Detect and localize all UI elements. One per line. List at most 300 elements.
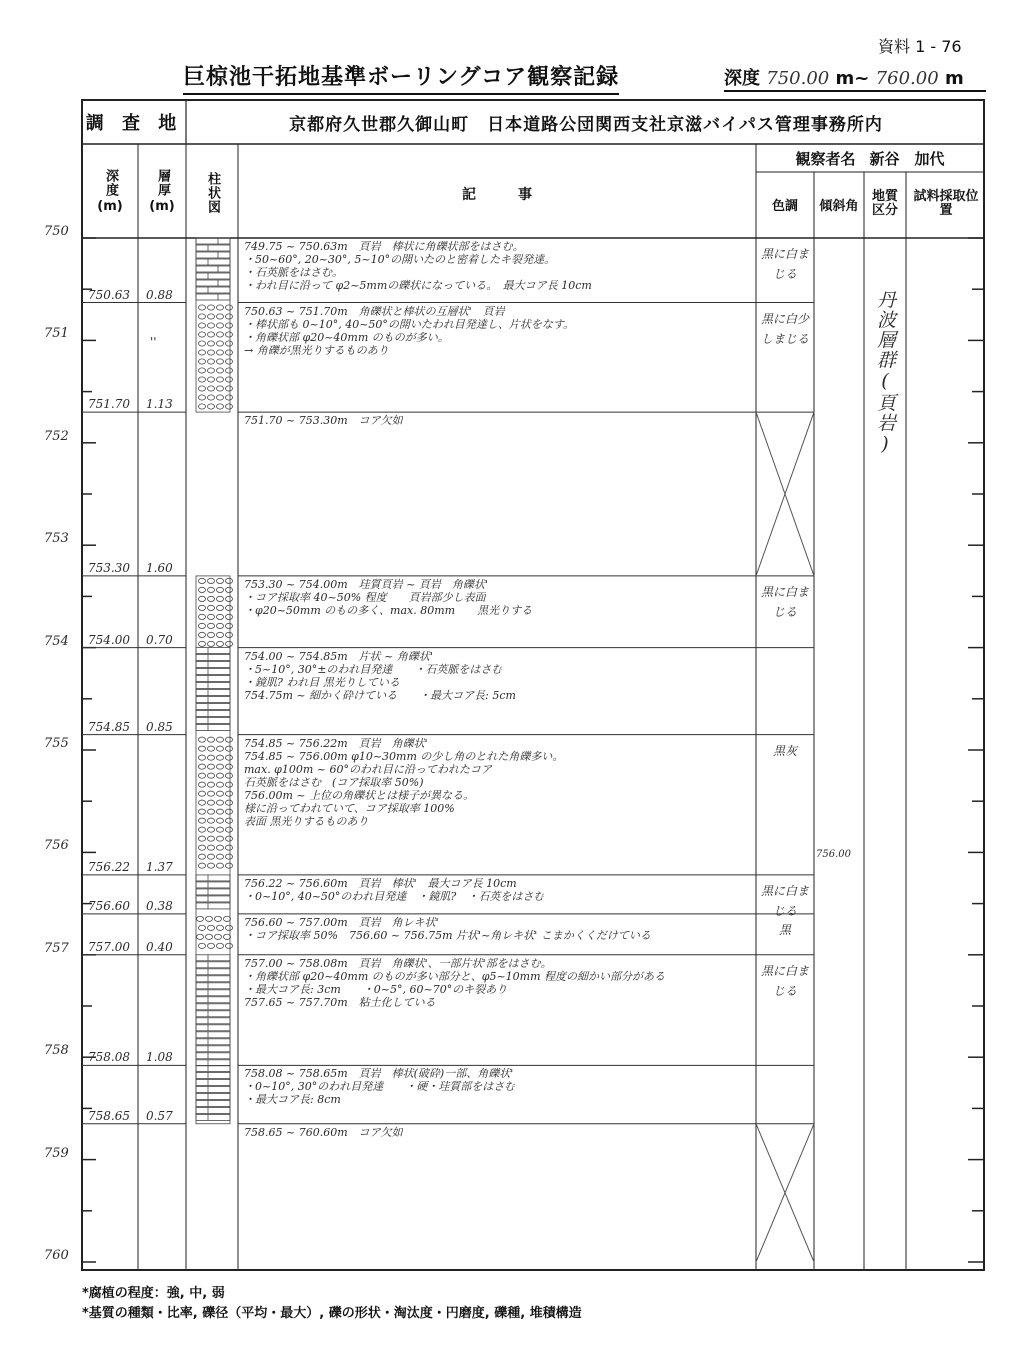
column-breccia-pattern: [208, 809, 215, 814]
column-breccia-pattern: [226, 632, 233, 637]
column-breccia-pattern: [217, 737, 224, 742]
description-line: 750.63 ~ 751.70m 角礫状と棒状の互層状' 頁岩: [244, 304, 505, 318]
column-shale-pattern: [196, 662, 230, 668]
description-line: ・φ20~50mm のもの多く、max. 80mm 黒光りする: [244, 603, 533, 617]
column-shale-pattern: [196, 1011, 230, 1017]
column-shale-pattern: [196, 1072, 230, 1078]
column-shale-pattern: [196, 896, 230, 902]
column-breccia-pattern: [208, 377, 215, 382]
column-breccia-pattern: [226, 359, 233, 364]
document-number: 資料 1 - 76: [878, 37, 962, 56]
description-line: ・0~10°, 30°のわれ目発達 ・硬・珪質部をはさむ: [244, 1080, 516, 1094]
column-breccia-pattern: [217, 863, 224, 868]
column-shale-pattern: [196, 648, 230, 654]
column-breccia-pattern: [208, 623, 215, 628]
column-header: 柱状図: [205, 172, 220, 214]
column-breccia-pattern: [217, 614, 224, 619]
column-breccia-pattern: [217, 845, 224, 850]
depth-scale-label: 760: [44, 1248, 69, 1263]
column-breccia-pattern: [226, 863, 233, 868]
column-breccia-pattern: [208, 578, 215, 583]
layer-depth: 758.65: [88, 1108, 130, 1123]
column-breccia-pattern: [217, 305, 224, 310]
column-breccia-pattern: [217, 809, 224, 814]
description-line: ・最大コア長: 8cm: [244, 1093, 341, 1107]
column-breccia-pattern: [226, 332, 233, 337]
column-breccia-pattern: [217, 395, 224, 400]
column-breccia-pattern: [226, 782, 233, 787]
column-breccia-pattern: [226, 746, 233, 751]
column-shale-pattern: [196, 287, 230, 293]
column-breccia-pattern: [226, 377, 233, 382]
column-shale-pattern: [196, 1065, 230, 1071]
column-breccia-pattern: [226, 641, 233, 646]
observer-name: 新谷 加代: [869, 149, 945, 168]
column-breccia-pattern: [197, 916, 204, 921]
column-breccia-pattern: [217, 791, 224, 796]
column-shale-pattern: [196, 676, 230, 682]
layer-depth: 751.70: [88, 397, 130, 412]
column-breccia-pattern: [217, 800, 224, 805]
column-breccia-pattern: [199, 746, 206, 751]
column-breccia-pattern: [199, 404, 206, 409]
column-breccia-pattern: [199, 854, 206, 859]
column-breccia-pattern: [199, 791, 206, 796]
column-breccia-pattern: [199, 764, 206, 769]
description-line: ・0~10°, 40~50°のわれ目発達 ・鏡肌? ・石英をはさむ: [244, 889, 545, 903]
description-line: 756.60 ~ 757.00m 頁岩 角レキ状': [244, 915, 439, 929]
column-breccia-pattern: [208, 773, 215, 778]
layer-depth: 757.00: [88, 939, 130, 954]
column-breccia-pattern: [199, 623, 206, 628]
column-breccia-pattern: [199, 596, 206, 601]
column-breccia-pattern: [226, 773, 233, 778]
description-line: 754.85 ~ 756.00m φ10~30mm の少し角のとれた角礫多い。: [244, 749, 564, 763]
column-breccia-pattern: [208, 314, 215, 319]
column-breccia-pattern: [208, 332, 215, 337]
depth-range-from: 750.00: [766, 68, 830, 89]
color-header: 色調: [771, 199, 798, 214]
depth-scale-label: 750: [44, 224, 69, 239]
column-shale-pattern: [196, 875, 230, 881]
layer-thickness: 0.85: [146, 719, 173, 734]
description-line: 754.00 ~ 754.85m 片状 ~ 角礫状': [244, 649, 433, 663]
layer-thickness: 1.08: [146, 1050, 173, 1065]
thickness-ditto-mark: '': [150, 335, 157, 350]
column-breccia-pattern: [199, 925, 206, 930]
description-line: 758.65 ~ 760.60m コア欠如: [244, 1125, 403, 1139]
column-breccia-pattern: [226, 800, 233, 805]
column-breccia-pattern: [208, 854, 215, 859]
column-breccia-pattern: [217, 755, 224, 760]
column-breccia-pattern: [208, 827, 215, 832]
column-breccia-pattern: [208, 746, 215, 751]
column-breccia-pattern: [197, 934, 204, 939]
layer-thickness: 1.13: [146, 397, 173, 412]
layer-thickness: 0.88: [146, 287, 173, 302]
dip-header: 傾斜角: [819, 199, 859, 214]
column-breccia-pattern: [199, 845, 206, 850]
column-breccia-pattern: [226, 341, 233, 346]
site-label: 調 査 地: [85, 113, 183, 134]
column-shale-pattern: [196, 882, 230, 888]
column-shale-pattern: [196, 245, 230, 251]
column-breccia-pattern: [217, 596, 224, 601]
column-breccia-pattern: [199, 377, 206, 382]
color-note: 黒灰: [772, 743, 797, 758]
description-line: 様に沿ってわれていて、コア採取率 100%: [244, 801, 455, 815]
column-shale-pattern: [196, 711, 230, 717]
column-shale-pattern: [196, 704, 230, 710]
column-breccia-pattern: [208, 350, 215, 355]
column-shale-pattern: [196, 280, 230, 286]
column-shale-pattern: [196, 238, 230, 244]
layer-depth: 758.08: [88, 1050, 130, 1065]
column-breccia-pattern: [208, 386, 215, 391]
thickness-header: 層厚 (m): [138, 166, 186, 214]
column-breccia-pattern: [226, 943, 233, 948]
column-breccia-pattern: [217, 925, 224, 930]
column-breccia-pattern: [217, 314, 224, 319]
column-shale-pattern: [196, 1053, 230, 1059]
layer-depth: 753.30: [88, 560, 130, 575]
column-breccia-pattern: [199, 350, 206, 355]
description-line: max. φ100m ~ 60°のわれ目に沿ってわれたコア: [244, 762, 493, 776]
column-breccia-pattern: [217, 404, 224, 409]
description-line: 757.65 ~ 757.70m 粘土化している: [244, 995, 436, 1009]
column-breccia-pattern: [208, 641, 215, 646]
column-breccia-pattern: [208, 632, 215, 637]
depth-scale-label: 755: [44, 736, 69, 751]
description-line: 石英脈をはさむ (コア採取率 50%): [244, 775, 424, 789]
color-note: 黒に白まじる: [760, 883, 809, 918]
column-shale-pattern: [196, 669, 230, 675]
column-breccia-pattern: [226, 368, 233, 373]
column-shale-pattern: [196, 259, 230, 265]
column-breccia-pattern: [217, 773, 224, 778]
column-breccia-pattern: [208, 755, 215, 760]
column-breccia-pattern: [199, 836, 206, 841]
depth-scale-label: 751: [44, 326, 69, 342]
color-note: 黒に白まじる: [760, 247, 809, 281]
depth-range-unit2: m: [944, 68, 964, 89]
description-line: ・コア採取率 40~50% 程度 頁岩部少し表面: [244, 590, 486, 604]
column-breccia-pattern: [224, 916, 231, 921]
geology-note: 丹波層群(頁岩): [874, 290, 896, 456]
column-breccia-pattern: [217, 323, 224, 328]
layer-depth: 750.63: [88, 287, 130, 302]
column-breccia-pattern: [199, 737, 206, 742]
column-breccia-pattern: [208, 737, 215, 742]
column-breccia-pattern: [199, 827, 206, 832]
footnote-humus: *腐植の程度：強, 中, 弱: [82, 1286, 225, 1301]
description-line: 757.00 ~ 758.08m 頁岩 角礫状'、一部片状'部をはさむ。: [244, 956, 552, 970]
column-breccia-pattern: [217, 587, 224, 592]
layer-thickness: 0.70: [146, 632, 173, 647]
layer-depth: 756.60: [88, 898, 130, 913]
column-breccia-pattern: [226, 623, 233, 628]
column-breccia-pattern: [226, 614, 233, 619]
layer-depth: 756.22: [88, 859, 130, 874]
column-breccia-pattern: [226, 755, 233, 760]
column-breccia-pattern: [208, 764, 215, 769]
column-shale-pattern: [196, 1114, 230, 1120]
column-breccia-pattern: [199, 578, 206, 583]
column-breccia-pattern: [217, 605, 224, 610]
depth-header: 深度 (m): [82, 166, 138, 214]
column-shale-pattern: [196, 955, 230, 961]
column-breccia-pattern: [208, 341, 215, 346]
column-shale-pattern: [196, 725, 230, 731]
column-breccia-pattern: [199, 605, 206, 610]
description-line: → 角礫が黒光りするものあり: [244, 343, 389, 357]
column-breccia-pattern: [217, 377, 224, 382]
column-breccia-pattern: [226, 305, 233, 310]
column-breccia-pattern: [217, 764, 224, 769]
column-breccia-pattern: [199, 341, 206, 346]
depth-scale-label: 753: [44, 531, 69, 547]
column-shale-pattern: [196, 889, 230, 895]
column-breccia-pattern: [199, 323, 206, 328]
column-breccia-pattern: [208, 782, 215, 787]
column-breccia-pattern: [199, 359, 206, 364]
column-shale-pattern: [196, 690, 230, 696]
observer: [756, 146, 984, 170]
color-note: 黒: [778, 922, 791, 937]
depth-range-unit1: m~: [835, 68, 870, 89]
column-breccia-pattern: [199, 641, 206, 646]
layer-depth: 754.85: [88, 719, 130, 734]
site-value: 京都府久世郡久御山町 日本道路公団関西支社京滋バイパス管理事務所内: [289, 114, 883, 135]
column-breccia-pattern: [217, 632, 224, 637]
column-breccia-pattern: [217, 746, 224, 751]
column-shale-pattern: [196, 990, 230, 996]
column-breccia-pattern: [208, 395, 215, 400]
column-breccia-pattern: [226, 386, 233, 391]
column-breccia-pattern: [199, 800, 206, 805]
column-breccia-pattern: [215, 934, 222, 939]
column-breccia-pattern: [199, 614, 206, 619]
column-breccia-pattern: [208, 323, 215, 328]
column-breccia-pattern: [208, 614, 215, 619]
column-breccia-pattern: [208, 791, 215, 796]
column-breccia-pattern: [206, 916, 213, 921]
column-breccia-pattern: [199, 314, 206, 319]
description-line: 749.75 ~ 750.63m 頁岩 棒状に角礫状部をはさむ。: [244, 240, 524, 253]
description-header: 記 事: [462, 187, 532, 203]
column-breccia-pattern: [208, 845, 215, 850]
column-breccia-pattern: [199, 773, 206, 778]
column-breccia-pattern: [199, 809, 206, 814]
depth-unit: (m): [97, 199, 123, 214]
footnote-matrix: *基質の種類・比率, 礫径（平均・最大）, 礫の形状・淘汰度・円磨度, 礫種, 堆積構造: [82, 1306, 582, 1321]
column-breccia-pattern: [199, 587, 206, 592]
column-breccia-pattern: [199, 818, 206, 823]
column-breccia-pattern: [217, 818, 224, 823]
column-breccia-pattern: [226, 818, 233, 823]
description-line: 758.08 ~ 758.65m 頁岩 棒状(破砕)一部、角礫状': [244, 1067, 514, 1081]
description-line: ・最大コア長: 3cm ・0~5°, 60~70°のキ裂あり: [244, 982, 508, 996]
column-breccia-pattern: [199, 332, 206, 337]
sample-header: 試料採取位置: [913, 189, 979, 218]
column-breccia-pattern: [226, 854, 233, 859]
description-line: 756.00m ~ 上位の角礫状とは様子が異なる。: [244, 788, 475, 802]
column-shale-pattern: [196, 983, 230, 989]
dip-note: 756.00: [816, 849, 851, 860]
layer-thickness: 0.38: [146, 898, 173, 913]
depth-scale-label: 758: [44, 1043, 69, 1059]
column-breccia-pattern: [215, 916, 222, 921]
column-shale-pattern: [196, 1018, 230, 1024]
column-breccia-pattern: [226, 596, 233, 601]
column-breccia-pattern: [199, 386, 206, 391]
column-breccia-pattern: [208, 404, 215, 409]
column-shale-pattern: [196, 1060, 230, 1066]
description-line: ・角礫状部 φ20~40mm のものが多い。: [244, 330, 449, 344]
description-line: ・鏡肌? われ目 黒光りしている: [244, 675, 400, 689]
description-line: 751.70 ~ 753.30m コア欠如: [244, 414, 403, 428]
column-shale-pattern: [196, 976, 230, 982]
column-breccia-pattern: [199, 368, 206, 373]
thickness-unit: (m): [149, 199, 175, 214]
column-breccia-pattern: [217, 386, 224, 391]
description-line: 754.75m ~ 細かく砕けている ・最大コア長: 5cm: [244, 688, 516, 702]
column-shale-pattern: [196, 1100, 230, 1106]
column-shale-pattern: [196, 1086, 230, 1092]
description-line: ・棒状部も 0~10°, 40~50°の開いたわれ目発達し、片状をなす。: [244, 317, 575, 331]
layer-thickness: 1.60: [146, 560, 173, 575]
column-shale-pattern: [196, 697, 230, 703]
column-breccia-pattern: [226, 809, 233, 814]
description-line: ・5~10°, 30°±のわれ目発達 ・石英脈をはさむ: [244, 662, 503, 676]
description-line: ・われ目に沿って φ2~5mmの礫状になっている。 最大コア長 10cm: [244, 279, 592, 292]
column-breccia-pattern: [226, 791, 233, 796]
column-breccia-pattern: [226, 578, 233, 583]
column-breccia-pattern: [226, 323, 233, 328]
layer-thickness: 0.57: [146, 1108, 173, 1123]
column-breccia-pattern: [217, 854, 224, 859]
color-note: 黒に白少しまじる: [760, 311, 809, 346]
column-breccia-pattern: [199, 863, 206, 868]
column-breccia-pattern: [226, 605, 233, 610]
column-shale-pattern: [196, 962, 230, 968]
description-line: 754.85 ~ 756.22m 頁岩 角礫状': [244, 736, 428, 750]
column-breccia-pattern: [226, 836, 233, 841]
column-breccia-pattern: [217, 350, 224, 355]
column-breccia-pattern: [217, 782, 224, 787]
color-note: 黒に白まじる: [760, 584, 809, 619]
column-breccia-pattern: [224, 934, 231, 939]
depth-scale-label: 756: [44, 838, 69, 854]
description-line: ・石英脈をはさむ。: [244, 266, 343, 279]
column-breccia-pattern: [226, 764, 233, 769]
column-breccia-pattern: [226, 925, 233, 930]
column-shale-pattern: [196, 1079, 230, 1085]
column-breccia-pattern: [208, 605, 215, 610]
column-shale-pattern: [196, 1032, 230, 1038]
column-breccia-pattern: [199, 943, 206, 948]
column-breccia-pattern: [208, 800, 215, 805]
depth-scale-label: 759: [44, 1145, 69, 1161]
depth-range-label: 深度: [724, 68, 760, 89]
column-breccia-pattern: [217, 578, 224, 583]
column-breccia-pattern: [226, 737, 233, 742]
depth-scale-label: 754: [44, 633, 69, 649]
observer-label: 観察者名: [795, 149, 856, 168]
depth-range-to: 760.00: [875, 68, 939, 89]
column-shale-pattern: [196, 683, 230, 689]
page-title: 巨椋池干拓地基準ボーリングコア観察記録: [183, 60, 619, 95]
color-note: 黒に白まじる: [760, 963, 809, 998]
description-line: 表面 黒光りするものあり: [244, 814, 369, 828]
column-shale-pattern: [196, 273, 230, 279]
column-breccia-pattern: [206, 934, 213, 939]
depth-scale-label: 757: [44, 940, 69, 956]
column-breccia-pattern: [208, 368, 215, 373]
column-shale-pattern: [196, 252, 230, 258]
column-shale-pattern: [196, 997, 230, 1003]
column-shale-pattern: [196, 1004, 230, 1010]
column-breccia-pattern: [217, 836, 224, 841]
column-breccia-pattern: [226, 395, 233, 400]
column-breccia-pattern: [199, 632, 206, 637]
column-shale-pattern: [196, 1107, 230, 1113]
column-shale-pattern: [196, 655, 230, 661]
column-breccia-pattern: [199, 755, 206, 760]
column-breccia-pattern: [217, 827, 224, 832]
column-shale-pattern: [196, 294, 230, 300]
column-breccia-pattern: [226, 587, 233, 592]
geology-header: 地質区分: [871, 189, 898, 218]
column-breccia-pattern: [199, 782, 206, 787]
description-line: 756.22 ~ 756.60m 頁岩 棒状' 最大コア長 10cm: [244, 876, 517, 890]
column-breccia-pattern: [208, 596, 215, 601]
column-breccia-pattern: [208, 305, 215, 310]
column-breccia-pattern: [199, 305, 206, 310]
column-shale-pattern: [196, 718, 230, 724]
column-breccia-pattern: [217, 359, 224, 364]
column-breccia-pattern: [208, 359, 215, 364]
column-breccia-pattern: [217, 368, 224, 373]
column-breccia-pattern: [226, 404, 233, 409]
column-breccia-pattern: [217, 341, 224, 346]
column-breccia-pattern: [226, 314, 233, 319]
column-breccia-pattern: [208, 925, 215, 930]
column-breccia-pattern: [226, 845, 233, 850]
depth-scale-label: 752: [44, 428, 69, 444]
column-breccia-pattern: [199, 395, 206, 400]
layer-depth: 754.00: [88, 632, 130, 647]
description-line: ・コア採取率 50% 756.60 ~ 756.75m 片状'~角レキ状' こまかくくだけている: [244, 928, 651, 942]
column-shale-pattern: [196, 903, 230, 909]
description-line: 753.30 ~ 754.00m 珪質頁岩 ~ 頁岩 角礫状': [244, 577, 488, 591]
description-line: ・50~60°, 20~30°, 5~10°の開いたのと密着したキ裂発達。: [244, 253, 556, 266]
column-breccia-pattern: [217, 641, 224, 646]
column-shale-pattern: [196, 1025, 230, 1031]
column-breccia-pattern: [226, 827, 233, 832]
layer-thickness: 1.37: [146, 859, 173, 874]
column-shale-pattern: [196, 1039, 230, 1045]
column-shale-pattern: [196, 1046, 230, 1052]
column-breccia-pattern: [208, 943, 215, 948]
column-breccia-pattern: [208, 587, 215, 592]
description-line: ・角礫状部 φ20~40mm のものが多い部分と、φ5~10mm 程度の細かい部分がある: [244, 969, 666, 983]
column-breccia-pattern: [208, 836, 215, 841]
layer-thickness: 0.40: [146, 939, 173, 954]
column-breccia-pattern: [217, 332, 224, 337]
column-shale-pattern: [196, 1093, 230, 1099]
column-breccia-pattern: [208, 818, 215, 823]
